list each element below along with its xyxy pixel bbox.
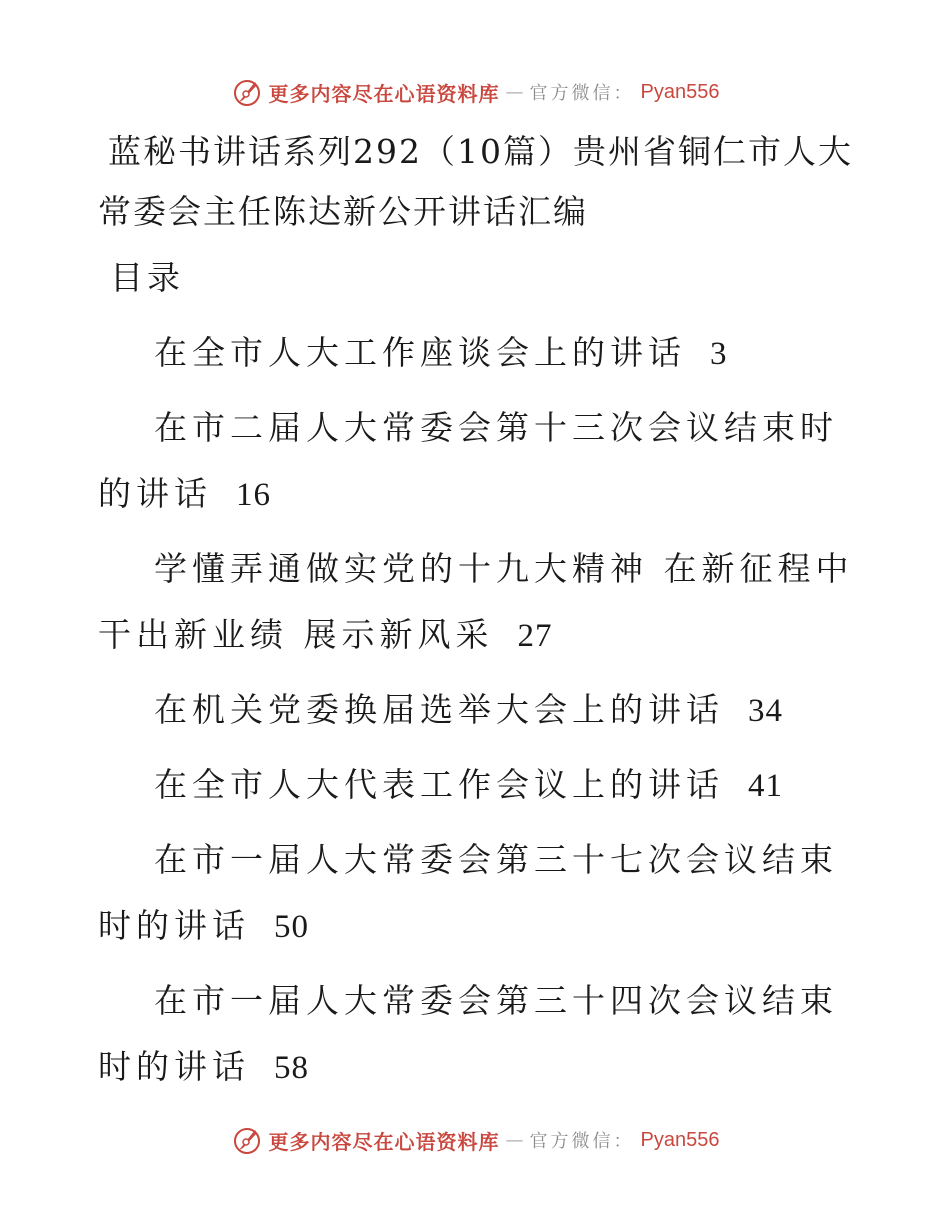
toc-entry-title: 在市一届人大常委会第三十七次会议结束时的讲话 — [98, 840, 838, 945]
toc-entry[interactable] — [98, 677, 858, 744]
footer-banner — [0, 1120, 950, 1160]
toc-entry-page: 50 — [274, 909, 309, 945]
banner-main-text: 更多内容尽在心语资料库 — [268, 81, 500, 106]
toc-entry-title: 在市一届人大常委会第三十四次会议结束时的讲话 — [98, 981, 838, 1086]
toc-entry-page: 27 — [517, 618, 553, 654]
toc-entry[interactable] — [98, 395, 858, 528]
toc-entry-page: 34 — [748, 693, 783, 729]
banner-wechat-id: Pyan556 — [640, 1128, 720, 1151]
toc-entry[interactable] — [98, 968, 858, 1101]
toc-entry-page: 41 — [748, 768, 783, 804]
toc-entry[interactable] — [98, 827, 858, 960]
toc-heading: 目录 — [110, 258, 184, 297]
banner-separator: — — [505, 1129, 524, 1151]
table-of-contents — [98, 320, 858, 1109]
banner-official-label: 官方微信： — [529, 83, 635, 104]
banner-separator: — — [505, 81, 524, 103]
banner-wechat-id: Pyan556 — [640, 80, 720, 103]
document-title: 蓝秘书讲话系列292（10篇）贵州省铜仁市人大常委会主任陈达新公开讲话汇编 — [98, 132, 853, 231]
toc-entry-title: 在机关党委换届选举大会上的讲话 — [154, 690, 724, 729]
banner-main-text: 更多内容尽在心语资料库 — [268, 1129, 500, 1154]
toc-entry-page: 3 — [710, 336, 728, 372]
feather-circle-logo-icon — [231, 1124, 263, 1156]
header-banner — [0, 72, 950, 112]
toc-entry-page: 16 — [236, 477, 271, 513]
banner-official-label: 官方微信： — [529, 1131, 635, 1152]
toc-entry[interactable] — [98, 752, 858, 819]
toc-entry-title: 在市二届人大常委会第十三次会议结束时的讲话 — [98, 408, 838, 513]
toc-entry-title: 在全市人大工作座谈会上的讲话 — [154, 333, 686, 372]
toc-entry[interactable] — [98, 536, 858, 669]
toc-entry[interactable] — [98, 320, 858, 387]
toc-entry-title: 在全市人大代表工作会议上的讲话 — [154, 765, 724, 804]
toc-entry-page: 58 — [274, 1050, 309, 1086]
feather-circle-logo-icon — [231, 76, 263, 108]
toc-entry-title: 学懂弄通做实党的十九大精神 在新征程中干出新业绩 展示新风采 — [98, 549, 854, 654]
